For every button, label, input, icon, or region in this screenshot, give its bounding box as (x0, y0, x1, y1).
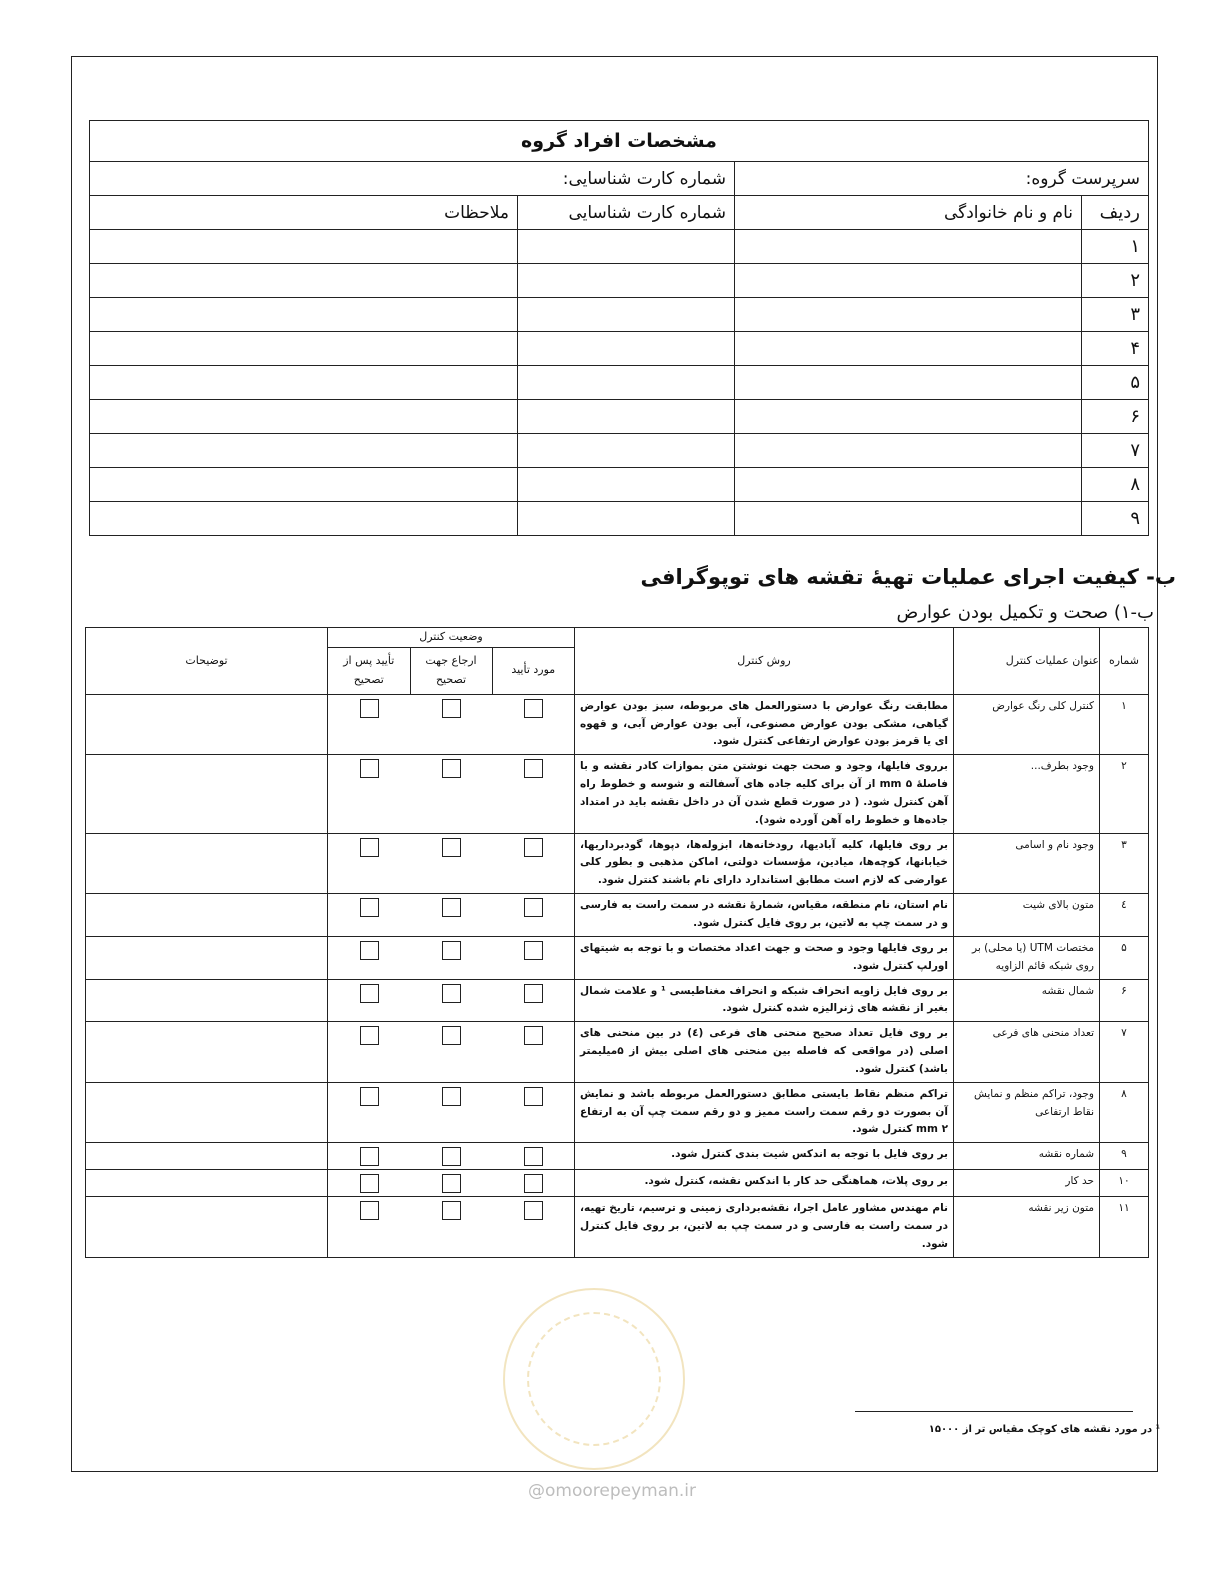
qc-status-cell (410, 1170, 492, 1197)
qc-header-notes: توضیحات (86, 628, 328, 695)
qc-header-title: عنوان عملیات کنترل (954, 628, 1100, 695)
group-row-remarks-cell[interactable] (90, 264, 518, 298)
group-row-name-cell[interactable] (735, 468, 1082, 502)
qc-row-notes[interactable] (86, 833, 328, 894)
qc-status-cell (492, 894, 575, 937)
group-row (90, 264, 1149, 298)
qc-row-title: وجود نام و اسامی (954, 833, 1100, 894)
qc-row-method: بر روی فایل زاویه انحراف شبکه و انحراف مغناطیسی ¹ و علامت شمال بغیر از نقشه های ژنرالیزه شده کنترل شود. (575, 979, 954, 1022)
qc-row-method: بر روی فایلها وجود و صحت و جهت اعداد مختصات و با توجه به شیتهای اورلپ کنترل شود. (575, 936, 954, 979)
qc-row (86, 1143, 1149, 1170)
checkbox-return[interactable] (442, 941, 461, 960)
qc-status-cell (492, 833, 575, 894)
qc-row-method: بر روی فایلها، کلیه آبادیها، رودخانه‌ها، ابزوله‌ها، دپوها، گودبرداریها، خیابانها، کوچه‌ها، میادین، مؤسسات دولتی، اماکن مذهبی و بطور کلی عوارضی که لازم است مطابق استاندارد دارای نام باشند کنترل شود. (575, 833, 954, 894)
checkbox-return[interactable] (442, 1026, 461, 1045)
watermark-seal (503, 1288, 685, 1470)
group-row-remarks-cell[interactable] (90, 366, 518, 400)
group-row-remarks-cell[interactable] (90, 502, 518, 536)
checkbox-return[interactable] (442, 1174, 461, 1193)
qc-status-cell (492, 1143, 575, 1170)
header-row-number: ردیف (1082, 196, 1149, 230)
group-members-table (89, 120, 1149, 536)
qc-status-cell (328, 755, 411, 833)
checkbox-approved-after[interactable] (360, 1087, 379, 1106)
group-row-name-cell[interactable] (735, 502, 1082, 536)
qc-status-cell (410, 755, 492, 833)
group-row (90, 468, 1149, 502)
footnote-rule (855, 1411, 1133, 1412)
qc-row-notes[interactable] (86, 894, 328, 937)
qc-status-cell (328, 1197, 411, 1258)
qc-row-method: بر روی فایل تعداد صحیح منحنی های فرعی (٤) در بین منحنی های اصلی (در مواقعی که فاصله بین منحنی های اصلی بیش از ۵میلیمتر باشد) کنترل شود. (575, 1022, 954, 1083)
checkbox-return[interactable] (442, 1087, 461, 1106)
qc-row-method: تراکم منظم نقاط بایستی مطابق دستورالعمل مربوطه باشد و نمایش آن بصورت دو رقم سمت راست ممیز و دو رقم سمت چپ آن به ارتفاع ۲ mm کنترل شود. (575, 1082, 954, 1143)
qc-row-title: وجود بطرف... (954, 755, 1100, 833)
qc-row (86, 1197, 1149, 1258)
group-row-name-cell[interactable] (735, 434, 1082, 468)
qc-status-cell (492, 755, 575, 833)
group-row-remarks-cell[interactable] (90, 468, 518, 502)
qc-row-number: ۳ (1100, 833, 1149, 894)
qc-status-cell (328, 1082, 411, 1143)
group-row-name-cell[interactable] (735, 400, 1082, 434)
qc-row-notes[interactable] (86, 755, 328, 833)
group-row-id-cell[interactable] (518, 434, 735, 468)
group-row-name-cell[interactable] (735, 366, 1082, 400)
checkbox-approved[interactable] (524, 1201, 543, 1220)
qc-status-cell (328, 1143, 411, 1170)
qc-row-number: ۸ (1100, 1082, 1149, 1143)
checkbox-approved[interactable] (524, 1087, 543, 1106)
quality-control-table (85, 627, 1149, 1258)
qc-status-cell (492, 694, 575, 755)
checkbox-approved[interactable] (524, 759, 543, 778)
checkbox-approved[interactable] (524, 984, 543, 1003)
footnote: ¹ در مورد نقشه های کوچک مقیاس تر از ۱۵۰۰۰ (928, 1424, 1160, 1435)
checkbox-approved-after[interactable] (360, 1174, 379, 1193)
qc-row-number: ۱۱ (1100, 1197, 1149, 1258)
qc-status-cell (328, 1170, 411, 1197)
group-row (90, 502, 1149, 536)
qc-status-cell (328, 833, 411, 894)
group-row-number: ۶ (1082, 400, 1149, 434)
checkbox-approved-after[interactable] (360, 1147, 379, 1166)
checkbox-approved[interactable] (524, 838, 543, 857)
checkbox-approved-after[interactable] (360, 941, 379, 960)
qc-row-number: ٤ (1100, 894, 1149, 937)
qc-row-title: متون بالای شیت (954, 894, 1100, 937)
qc-header-status: وضعیت کنترل (328, 628, 575, 648)
checkbox-return[interactable] (442, 984, 461, 1003)
section-b-title: ب- کیفیت اجرای عملیات تهیهٔ تقشه های توپوگرافی (640, 565, 1176, 589)
qc-row-notes[interactable] (86, 936, 328, 979)
qc-row-title: تعداد منحنی های فرعی (954, 1022, 1100, 1083)
qc-status-cell (410, 979, 492, 1022)
group-row-number: ۳ (1082, 298, 1149, 332)
qc-row-number: ۲ (1100, 755, 1149, 833)
qc-status-cell (328, 936, 411, 979)
qc-status-cell (492, 1170, 575, 1197)
qc-row (86, 936, 1149, 979)
group-row-remarks-cell[interactable] (90, 230, 518, 264)
group-row-number: ۵ (1082, 366, 1149, 400)
group-row-name-cell[interactable] (735, 230, 1082, 264)
qc-header-method: روش کنترل (575, 628, 954, 695)
qc-row-number: ۶ (1100, 979, 1149, 1022)
qc-row (86, 1170, 1149, 1197)
checkbox-approved[interactable] (524, 1026, 543, 1045)
qc-status-cell (492, 936, 575, 979)
header-full-name: نام و نام خانوادگی (735, 196, 1082, 230)
id-card-label: شماره کارت شناسایی: (90, 162, 735, 196)
qc-row (86, 1022, 1149, 1083)
supervisor-label: سرپرست گروه: (735, 162, 1149, 196)
qc-row-title: شماره نقشه (954, 1143, 1100, 1170)
qc-row-notes[interactable] (86, 1022, 328, 1083)
checkbox-approved[interactable] (524, 1174, 543, 1193)
checkbox-return[interactable] (442, 898, 461, 917)
qc-row (86, 755, 1149, 833)
group-row (90, 332, 1149, 366)
group-row-remarks-cell[interactable] (90, 400, 518, 434)
qc-row-title: مختصات UTM (یا محلی) بر روی شبکه قائم الزاویه (954, 936, 1100, 979)
qc-header-approved-after: تأیید پس از تصحیح (328, 647, 411, 694)
header-id-card: شماره کارت شناسایی (518, 196, 735, 230)
checkbox-approved-after[interactable] (360, 898, 379, 917)
qc-row-method: بر روی فایل با توجه به اندکس شیت بندی کنترل شود. (575, 1143, 954, 1170)
checkbox-approved[interactable] (524, 699, 543, 718)
checkbox-approved-after[interactable] (360, 699, 379, 718)
group-row-number: ۹ (1082, 502, 1149, 536)
group-row-id-cell[interactable] (518, 400, 735, 434)
qc-row-notes[interactable] (86, 979, 328, 1022)
qc-status-cell (328, 694, 411, 755)
qc-status-cell (410, 1143, 492, 1170)
group-row-remarks-cell[interactable] (90, 298, 518, 332)
qc-row-title: حد کار (954, 1170, 1100, 1197)
qc-row-notes[interactable] (86, 1197, 328, 1258)
qc-header-return: ارجاع جهت تصحیح (410, 647, 492, 694)
group-row-id-cell[interactable] (518, 468, 735, 502)
checkbox-approved[interactable] (524, 1147, 543, 1166)
qc-row-notes[interactable] (86, 1143, 328, 1170)
qc-status-cell (328, 1022, 411, 1083)
qc-status-cell (410, 936, 492, 979)
group-table-title: مشخصات افراد گروه (90, 121, 1149, 162)
checkbox-approved-after[interactable] (360, 1201, 379, 1220)
checkbox-approved-after[interactable] (360, 984, 379, 1003)
qc-row (86, 979, 1149, 1022)
group-row-id-cell[interactable] (518, 366, 735, 400)
checkbox-return[interactable] (442, 838, 461, 857)
qc-status-cell (410, 1082, 492, 1143)
checkbox-approved[interactable] (524, 941, 543, 960)
section-b1-title: ب-۱) صحت و تکمیل بودن عوارض (896, 602, 1154, 623)
group-row (90, 230, 1149, 264)
checkbox-approved-after[interactable] (360, 759, 379, 778)
qc-status-cell (328, 979, 411, 1022)
qc-header-number: شماره (1100, 628, 1149, 695)
qc-row-title: متون زیر نقشه (954, 1197, 1100, 1258)
qc-row-number: ۹ (1100, 1143, 1149, 1170)
group-row-number: ۷ (1082, 434, 1149, 468)
group-row-id-cell[interactable] (518, 230, 735, 264)
qc-status-cell (492, 1082, 575, 1143)
qc-row-title: وجود، تراکم منظم و نمایش نقاط ارتفاعی (954, 1082, 1100, 1143)
group-row (90, 366, 1149, 400)
qc-status-cell (410, 694, 492, 755)
qc-row-method: نام استان، نام منطقه، مقیاس، شمارهٔ نقشه در سمت راست به فارسی و در سمت چپ به لاتین، بر روی فایل کنترل شود. (575, 894, 954, 937)
group-row-number: ۴ (1082, 332, 1149, 366)
qc-row-method: برروی فایلها، وجود و صحت جهت نوشتن متن بموازات کادر نقشه و با فاصلهٔ ۵ mm از آن برای کلیه جاده های آسفالته و شوسه و خطوط راه آهن کنترل شود. ( در صورت قطع شدن آن در داخل نقشه باید در امتداد جاده‌ها و خطوط راه آهن آورده شود). (575, 755, 954, 833)
qc-row-method: مطابقت رنگ عوارض با دستورالعمل های مربوطه، سبز بودن عوارض گیاهی، مشکی بودن عوارض مصنوعی، آبی بودن عوارض آبی، و قهوه ای یا قرمز بودن عوارض ارتفاعی کنترل شود. (575, 694, 954, 755)
group-row-name-cell[interactable] (735, 332, 1082, 366)
qc-status-cell (410, 894, 492, 937)
checkbox-return[interactable] (442, 1147, 461, 1166)
group-row-number: ۱ (1082, 230, 1149, 264)
group-row-name-cell[interactable] (735, 298, 1082, 332)
qc-row (86, 1082, 1149, 1143)
qc-row-number: ۷ (1100, 1022, 1149, 1083)
checkbox-approved-after[interactable] (360, 1026, 379, 1045)
checkbox-return[interactable] (442, 1201, 461, 1220)
checkbox-approved[interactable] (524, 898, 543, 917)
qc-row-notes[interactable] (86, 1170, 328, 1197)
qc-row-title: شمال نقشه (954, 979, 1100, 1022)
group-row-id-cell[interactable] (518, 502, 735, 536)
qc-status-cell (492, 1022, 575, 1083)
group-row-id-cell[interactable] (518, 332, 735, 366)
qc-row-method: نام مهندس مشاور عامل اجرا، نقشه‌برداری زمینی و ترسیم، تاریخ تهیه، در سمت راست به فارسی و در سمت چپ به لاتین، بر روی فایل کنترل شود. (575, 1197, 954, 1258)
qc-row-number: ۱۰ (1100, 1170, 1149, 1197)
group-row-remarks-cell[interactable] (90, 332, 518, 366)
group-row (90, 400, 1149, 434)
group-row-id-cell[interactable] (518, 298, 735, 332)
group-row-name-cell[interactable] (735, 264, 1082, 298)
group-row (90, 434, 1149, 468)
qc-row (86, 694, 1149, 755)
header-remarks: ملاحظات (90, 196, 518, 230)
qc-row-number: ۵ (1100, 936, 1149, 979)
group-row-number: ۲ (1082, 264, 1149, 298)
qc-status-cell (410, 1197, 492, 1258)
qc-row-notes[interactable] (86, 694, 328, 755)
qc-status-cell (492, 1197, 575, 1258)
qc-status-cell (492, 979, 575, 1022)
group-row-remarks-cell[interactable] (90, 434, 518, 468)
qc-row (86, 833, 1149, 894)
qc-status-cell (410, 833, 492, 894)
checkbox-return[interactable] (442, 699, 461, 718)
group-row-id-cell[interactable] (518, 264, 735, 298)
qc-status-cell (328, 894, 411, 937)
qc-row-method: بر روی پلات، هماهنگی حد کار با اندکس نقشه، کنترل شود. (575, 1170, 954, 1197)
qc-row-notes[interactable] (86, 1082, 328, 1143)
checkbox-return[interactable] (442, 759, 461, 778)
group-row-number: ۸ (1082, 468, 1149, 502)
qc-status-cell (410, 1022, 492, 1083)
qc-row (86, 894, 1149, 937)
checkbox-approved-after[interactable] (360, 838, 379, 857)
group-row (90, 298, 1149, 332)
qc-header-approved: مورد تأیید (492, 647, 575, 694)
watermark-text: @omoorepeyman.ir (527, 1481, 697, 1501)
qc-row-title: کنترل کلی رنگ عوارض (954, 694, 1100, 755)
qc-row-number: ۱ (1100, 694, 1149, 755)
